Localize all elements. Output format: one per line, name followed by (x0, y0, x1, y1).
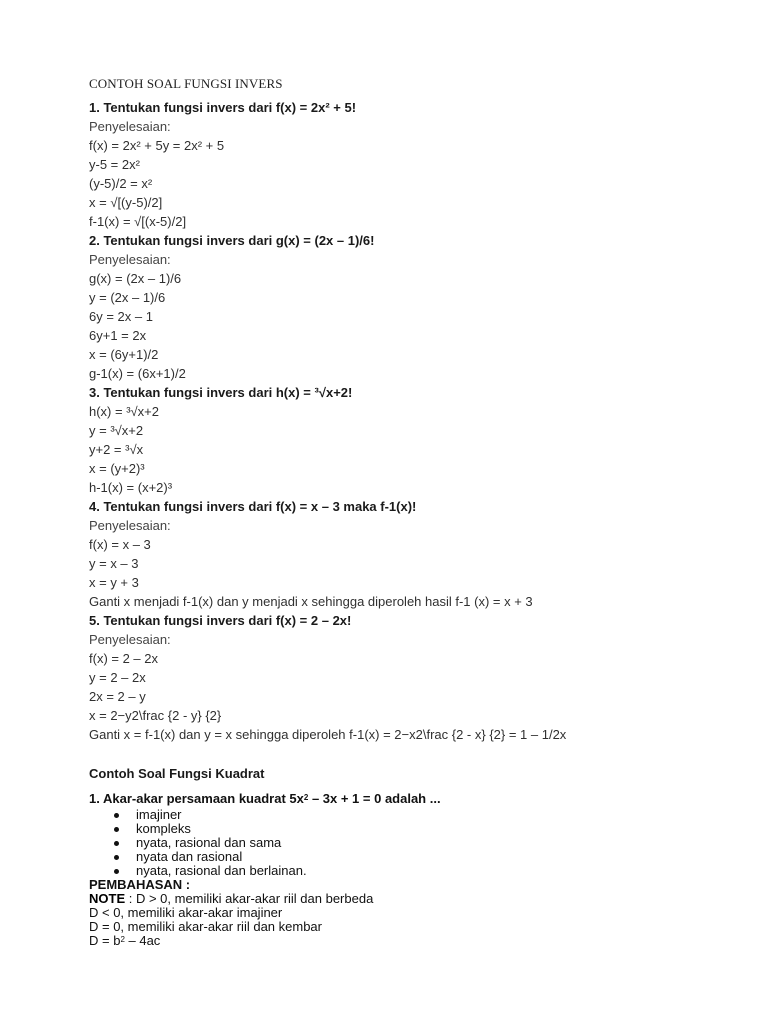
solution-step: x = (6y+1)/2 (89, 347, 159, 362)
bullet-icon (114, 855, 119, 860)
solution-label: Penyelesaian: (89, 632, 171, 647)
question-exponent: 2 (303, 793, 309, 802)
solution-step: h(x) = ³√x+2 (89, 404, 159, 419)
answer-option-text: nyata, rasional dan sama (136, 835, 282, 850)
quadratic-section-title: Contoh Soal Fungsi Kuadrat (89, 766, 265, 781)
answer-option (89, 864, 749, 878)
problem-heading: 4. Tentukan fungsi invers dari f(x) = x – 3 maka f-1(x)! (89, 499, 417, 514)
discriminant-negative: D < 0, memiliki akar-akar imajiner (89, 905, 283, 920)
answer-option-text: imajiner (136, 807, 182, 822)
solution-step: 6y = 2x – 1 (89, 309, 153, 324)
note-label: NOTE (89, 891, 126, 906)
solution-step: y = x – 3 (89, 556, 139, 571)
inverse-function-problems (89, 98, 749, 744)
discriminant-zero: D = 0, memiliki akar-akar riil dan kembar (89, 919, 322, 934)
discriminant-formula (89, 934, 749, 948)
quadratic-question (89, 790, 749, 808)
solution-step: f(x) = x – 3 (89, 537, 151, 552)
answer-option (89, 850, 749, 864)
solution-step: y = (2x – 1)/6 (89, 290, 166, 305)
formula-b: – 4ac (124, 933, 161, 948)
solution-step: y+2 = ³√x (89, 442, 144, 457)
solution-step: x = 2−y2\frac {2 - y} {2} (89, 708, 222, 723)
problem-heading: 3. Tentukan fungsi invers dari h(x) = ³√x+2! (89, 385, 353, 400)
document-title: CONTOH SOAL FUNGSI INVERS (89, 76, 283, 91)
answer-option-text: nyata, rasional dan berlainan. (136, 863, 307, 878)
solution-step: f(x) = 2x² + 5y = 2x² + 5 (89, 138, 225, 153)
solution-label: Penyelesaian: (89, 518, 171, 533)
answer-option-text: nyata dan rasional (136, 849, 243, 864)
bullet-icon (114, 841, 119, 846)
answer-options (89, 808, 749, 878)
solution-step: (y-5)/2 = x² (89, 176, 153, 191)
solution-step: Ganti x = f-1(x) dan y = x sehingga diperoleh f-1(x) = 2−x2\frac {2 - x} {2} = 1 – 1/2x (89, 727, 567, 742)
solution-step: x = y + 3 (89, 575, 139, 590)
solution-label: Penyelesaian: (89, 119, 171, 134)
bullet-icon (114, 869, 119, 874)
pembahasan-heading: PEMBAHASAN : (89, 877, 191, 892)
question-text-a: 1. Akar-akar persamaan kuadrat 5x (89, 791, 304, 806)
answer-option (89, 822, 749, 836)
note-line (89, 892, 749, 906)
solution-step: f-1(x) = √[(x-5)/2] (89, 214, 187, 229)
formula-exponent: 2 (120, 935, 125, 944)
solution-step: y = 2 – 2x (89, 670, 146, 685)
solution-step: h-1(x) = (x+2)³ (89, 480, 173, 495)
bullet-icon (114, 813, 119, 818)
solution-step: y-5 = 2x² (89, 157, 140, 172)
solution-step: x = √[(y-5)/2] (89, 195, 163, 210)
formula-a: D = b (89, 933, 121, 948)
solution-step: 2x = 2 – y (89, 689, 146, 704)
note-text: : D > 0, memiliki akar-akar riil dan berbeda (125, 891, 374, 906)
answer-option (89, 808, 749, 822)
document-page (89, 74, 749, 948)
solution-step: g(x) = (2x – 1)/6 (89, 271, 182, 286)
problem-heading: 5. Tentukan fungsi invers dari f(x) = 2 – 2x! (89, 613, 352, 628)
answer-option (89, 836, 749, 850)
solution-step: x = (y+2)³ (89, 461, 145, 476)
solution-step: Ganti x menjadi f-1(x) dan y menjadi x sehingga diperoleh hasil f-1 (x) = x + 3 (89, 594, 533, 609)
solution-step: g-1(x) = (6x+1)/2 (89, 366, 186, 381)
solution-step: f(x) = 2 – 2x (89, 651, 158, 666)
bullet-icon (114, 827, 119, 832)
solution-step: 6y+1 = 2x (89, 328, 147, 343)
solution-step: y = ³√x+2 (89, 423, 144, 438)
solution-label: Penyelesaian: (89, 252, 171, 267)
quadratic-section (89, 764, 749, 948)
answer-option-text: kompleks (136, 821, 191, 836)
problem-heading: 1. Tentukan fungsi invers dari f(x) = 2x² + 5! (89, 100, 357, 115)
problem-heading: 2. Tentukan fungsi invers dari g(x) = (2x – 1)/6! (89, 233, 375, 248)
question-text-b: – 3x + 1 = 0 adalah ... (308, 791, 441, 806)
